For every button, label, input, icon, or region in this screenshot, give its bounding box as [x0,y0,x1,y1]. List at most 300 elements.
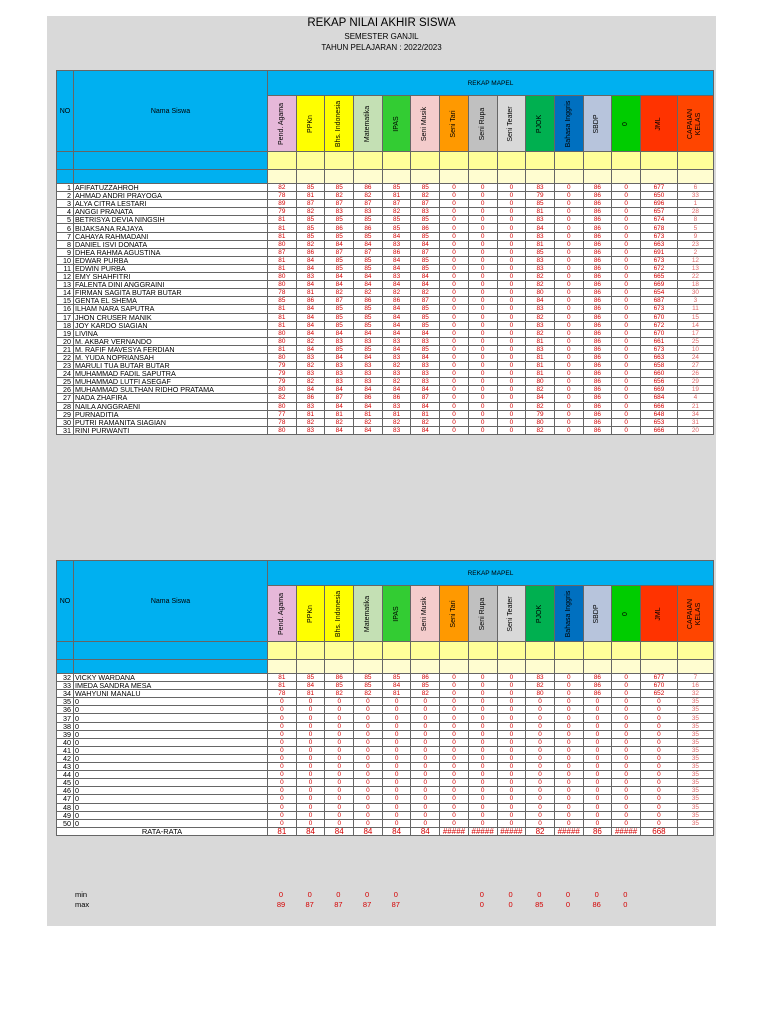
score-cell: 84 [382,386,411,394]
row-number: 9 [57,248,74,256]
score-cell: 87 [411,200,440,208]
score-cell: 79 [526,192,555,200]
score-cell: 84 [296,256,325,264]
rank-cell: 35 [677,763,713,771]
rank-cell: 25 [677,337,713,345]
total-cell: 687 [640,297,677,305]
score-cell: 78 [268,289,297,297]
score-cell: 80 [268,353,297,361]
score-cell: 0 [526,795,555,803]
score-cell: 0 [440,746,469,754]
student-name: EDWAR PURBA [74,256,268,264]
score-cell: 82 [268,184,297,192]
band-cell [382,170,411,184]
score-cell: 83 [382,402,411,410]
score-cell: 0 [554,410,583,418]
score-cell: 0 [497,674,526,682]
score-cell: 0 [440,787,469,795]
score-cell: 0 [325,771,354,779]
score-cell: 0 [583,811,612,819]
score-cell: 86 [583,273,612,281]
score-cell: 84 [325,281,354,289]
score-cell: 0 [411,698,440,706]
score-cell: 0 [583,754,612,762]
score-cell: 0 [440,370,469,378]
total-cell: 666 [640,402,677,410]
score-cell: 84 [354,402,383,410]
score-cell: 83 [296,353,325,361]
max-value: 87 [334,900,343,909]
row-number: 33 [57,682,74,690]
subject-header: PJOK [526,96,555,152]
score-cell: 0 [612,329,641,337]
score-cell: 83 [382,426,411,434]
row-number: 24 [57,370,74,378]
student-name: 0 [74,722,268,730]
score-cell: 0 [612,321,641,329]
table-row [57,754,714,762]
score-cell: 0 [268,746,297,754]
total-cell: 670 [640,329,677,337]
score-cell: 0 [554,297,583,305]
band-cell [325,642,354,660]
band-cell [354,152,383,170]
total-cell: 648 [640,410,677,418]
total-cell: 670 [640,313,677,321]
score-cell: 0 [354,722,383,730]
header-filler [74,170,268,184]
band-cell [497,152,526,170]
score-cell: 84 [354,281,383,289]
row-number: 13 [57,281,74,289]
score-cell: 0 [497,690,526,698]
score-cell: 86 [583,674,612,682]
rank-cell: 35 [677,819,713,827]
band-cell [554,152,583,170]
rank-cell: 35 [677,738,713,746]
score-cell: 0 [583,819,612,827]
score-cell: 86 [354,297,383,305]
score-cell: 0 [296,714,325,722]
rank-cell: 16 [677,682,713,690]
student-name: CAHAYA RAHMADANI [74,232,268,240]
score-cell: 0 [612,305,641,313]
score-cell: 86 [583,410,612,418]
score-cell: 0 [583,722,612,730]
score-cell: 0 [468,248,497,256]
max-value: 87 [391,900,400,909]
subject-header: Pend. Agama [268,586,297,642]
score-cell: 83 [411,337,440,345]
score-cell: 85 [411,256,440,264]
band-cell [583,170,612,184]
score-cell: 81 [296,289,325,297]
row-number: 20 [57,337,74,345]
score-cell: 0 [296,771,325,779]
row-number: 42 [57,754,74,762]
score-cell: 0 [440,313,469,321]
score-cell: 0 [382,795,411,803]
score-cell: 0 [468,297,497,305]
band-cell [354,660,383,674]
total-cell: 0 [640,763,677,771]
score-cell: 0 [468,811,497,819]
score-cell: 0 [612,370,641,378]
score-cell: 0 [268,754,297,762]
total-cell: 663 [640,353,677,361]
score-cell: 0 [468,706,497,714]
score-cell: 0 [526,746,555,754]
rank-cell: 35 [677,811,713,819]
row-number: 46 [57,787,74,795]
score-cell: 82 [296,378,325,386]
subject-header: Matematika [354,586,383,642]
score-cell: 0 [612,730,641,738]
score-cell: 0 [612,313,641,321]
score-cell: 85 [382,224,411,232]
score-cell: 85 [325,305,354,313]
score-cell: 0 [554,208,583,216]
score-cell: 0 [612,192,641,200]
score-cell: 80 [268,386,297,394]
score-cell: 0 [268,811,297,819]
score-cell: 0 [554,746,583,754]
table-row [57,763,714,771]
band-cell [612,170,641,184]
table-row [57,426,714,434]
score-cell: 0 [497,402,526,410]
score-cell: 0 [612,273,641,281]
student-name: 0 [74,730,268,738]
score-cell: 0 [554,795,583,803]
student-name: ILHAM NARA SAPUTRA [74,305,268,313]
average-cell: 81 [268,827,297,835]
student-name: ALYA CITRA LESTARI [74,200,268,208]
no-column-header: NO [57,71,74,152]
score-cell: 84 [382,313,411,321]
subject-header: CAPAIAN KELAS [677,586,713,642]
row-number: 48 [57,803,74,811]
score-cell: 0 [554,256,583,264]
score-cell: 87 [354,248,383,256]
score-cell: 0 [440,297,469,305]
score-cell: 0 [554,779,583,787]
score-cell: 0 [554,674,583,682]
total-cell: 673 [640,345,677,353]
score-cell: 85 [526,248,555,256]
rank-cell: 35 [677,706,713,714]
score-cell: 0 [411,738,440,746]
max-value: 87 [305,900,314,909]
header-filler [57,152,74,170]
score-cell: 0 [325,746,354,754]
student-name: 0 [74,698,268,706]
score-cell: 0 [440,353,469,361]
score-cell: 0 [554,264,583,272]
rank-cell: 11 [677,305,713,313]
score-cell: 0 [325,706,354,714]
row-number: 43 [57,763,74,771]
row-number: 28 [57,402,74,410]
score-cell: 85 [354,305,383,313]
score-cell: 0 [468,281,497,289]
score-cell: 85 [325,345,354,353]
row-number: 18 [57,321,74,329]
score-cell: 79 [268,370,297,378]
score-cell: 0 [554,722,583,730]
score-cell: 86 [583,240,612,248]
total-cell: 670 [640,682,677,690]
row-number: 29 [57,410,74,418]
table-row [57,232,714,240]
score-cell: 0 [526,819,555,827]
score-cell: 0 [468,256,497,264]
row-number: 10 [57,256,74,264]
header-filler [74,152,268,170]
score-cell: 0 [268,771,297,779]
score-cell: 0 [554,281,583,289]
score-cell: 0 [411,787,440,795]
score-cell: 0 [612,337,641,345]
score-cell: 0 [497,682,526,690]
score-cell: 0 [468,362,497,370]
row-number: 49 [57,811,74,819]
score-cell: 0 [411,803,440,811]
score-cell: 86 [583,690,612,698]
score-cell: 0 [554,378,583,386]
rank-cell: 12 [677,256,713,264]
total-cell: 677 [640,184,677,192]
grade-table-2 [56,560,714,836]
score-cell: 0 [440,410,469,418]
score-cell: 87 [411,394,440,402]
score-cell: 86 [583,264,612,272]
score-cell: 85 [325,264,354,272]
score-cell: 85 [354,264,383,272]
score-cell: 86 [583,370,612,378]
score-cell: 0 [583,771,612,779]
score-cell: 83 [526,184,555,192]
score-cell: 86 [583,184,612,192]
score-cell: 80 [268,337,297,345]
score-cell: 0 [554,787,583,795]
score-cell: 81 [268,232,297,240]
score-cell: 86 [583,208,612,216]
table-row [57,811,714,819]
score-cell: 0 [497,289,526,297]
score-cell: 0 [468,273,497,281]
score-cell: 0 [612,714,641,722]
score-cell: 86 [583,297,612,305]
score-cell: 0 [354,811,383,819]
score-cell: 0 [382,787,411,795]
student-name: M. YUDA NOPRIANSAH [74,353,268,361]
score-cell: 0 [612,763,641,771]
score-cell: 0 [526,698,555,706]
score-cell: 86 [583,345,612,353]
score-cell: 0 [497,795,526,803]
score-cell: 0 [440,754,469,762]
student-name: GENTA EL SHEMA [74,297,268,305]
score-cell: 84 [382,329,411,337]
average-cell: ##### [440,827,469,835]
table-row [57,738,714,746]
rank-cell: 34 [677,410,713,418]
score-cell: 80 [268,281,297,289]
name-column-header: Nama Siswa [74,561,268,642]
score-cell: 82 [411,418,440,426]
score-cell: 83 [354,370,383,378]
score-cell: 0 [554,803,583,811]
average-row [57,827,714,835]
score-cell: 0 [526,803,555,811]
score-cell: 0 [440,763,469,771]
score-cell: 87 [325,394,354,402]
score-cell: 0 [325,722,354,730]
score-cell: 82 [382,289,411,297]
score-cell: 83 [411,208,440,216]
total-cell: 660 [640,370,677,378]
score-cell: 84 [411,273,440,281]
score-cell: 87 [325,200,354,208]
score-cell: 0 [612,690,641,698]
score-cell: 0 [382,803,411,811]
score-cell: 85 [411,216,440,224]
score-cell: 0 [440,779,469,787]
band-cell [554,642,583,660]
score-cell: 0 [554,706,583,714]
score-cell: 82 [296,337,325,345]
score-cell: 84 [382,321,411,329]
total-cell: 0 [640,811,677,819]
score-cell: 0 [612,426,641,434]
rank-cell: 35 [677,730,713,738]
score-cell: 0 [354,763,383,771]
score-cell: 87 [411,248,440,256]
subject-header: PPKn [296,96,325,152]
score-cell: 0 [612,378,641,386]
table-row [57,240,714,248]
score-cell: 78 [268,418,297,426]
score-cell: 0 [583,730,612,738]
score-cell: 83 [382,337,411,345]
score-cell: 82 [411,289,440,297]
score-cell: 0 [411,714,440,722]
score-cell: 0 [468,386,497,394]
rank-cell: 5 [677,224,713,232]
score-cell: 0 [497,305,526,313]
score-cell: 84 [354,386,383,394]
total-cell: 0 [640,803,677,811]
score-cell: 82 [526,273,555,281]
total-cell: 673 [640,256,677,264]
min-value: 0 [365,890,370,899]
score-cell: 0 [612,698,641,706]
student-name: 0 [74,714,268,722]
score-cell: 0 [440,738,469,746]
min-value: 0 [537,890,542,899]
score-cell: 85 [296,184,325,192]
score-cell: 84 [382,345,411,353]
score-cell: 0 [497,345,526,353]
band-cell [382,152,411,170]
total-cell: 656 [640,378,677,386]
score-cell: 82 [526,426,555,434]
score-cell: 0 [583,787,612,795]
student-name: JOY KARDO SIAGIAN [74,321,268,329]
rank-cell: 28 [677,208,713,216]
score-cell: 0 [440,321,469,329]
score-cell: 84 [382,305,411,313]
table-row [57,394,714,402]
score-cell: 81 [325,410,354,418]
band-cell [526,152,555,170]
average-cell: 84 [354,827,383,835]
score-cell: 0 [497,232,526,240]
row-number: 16 [57,305,74,313]
score-cell: 86 [296,248,325,256]
score-cell: 82 [296,362,325,370]
band-cell [268,660,297,674]
row-number: 3 [57,200,74,208]
score-cell: 86 [296,394,325,402]
score-cell: 0 [411,746,440,754]
score-cell: 0 [497,329,526,337]
score-cell: 0 [554,362,583,370]
min-value: 0 [336,890,341,899]
score-cell: 0 [468,819,497,827]
score-cell: 0 [468,329,497,337]
min-value: 0 [594,890,599,899]
score-cell: 0 [440,426,469,434]
score-cell: 86 [382,394,411,402]
score-cell: 86 [583,394,612,402]
score-cell: 0 [411,779,440,787]
score-cell: 83 [296,273,325,281]
score-cell: 87 [382,200,411,208]
row-number: 26 [57,386,74,394]
score-cell: 83 [382,353,411,361]
score-cell: 85 [325,232,354,240]
header-filler [74,660,268,674]
band-cell [268,152,297,170]
score-cell: 0 [296,763,325,771]
score-cell: 0 [554,771,583,779]
score-cell: 0 [354,819,383,827]
subject-header: Pend. Agama [268,96,297,152]
score-cell: 80 [526,418,555,426]
band-cell [677,660,713,674]
score-cell: 82 [296,418,325,426]
score-cell: 81 [382,690,411,698]
score-cell: 0 [612,682,641,690]
band-cell [612,152,641,170]
score-cell: 80 [268,329,297,337]
score-cell: 0 [325,803,354,811]
score-cell: 84 [411,426,440,434]
score-cell: 82 [382,208,411,216]
table-row [57,329,714,337]
score-cell: 0 [497,811,526,819]
band-cell [382,642,411,660]
score-cell: 0 [468,410,497,418]
score-cell: 83 [526,305,555,313]
score-cell: 0 [526,714,555,722]
score-cell: 0 [526,779,555,787]
score-cell: 81 [268,682,297,690]
score-cell: 0 [296,787,325,795]
score-cell: 0 [497,208,526,216]
